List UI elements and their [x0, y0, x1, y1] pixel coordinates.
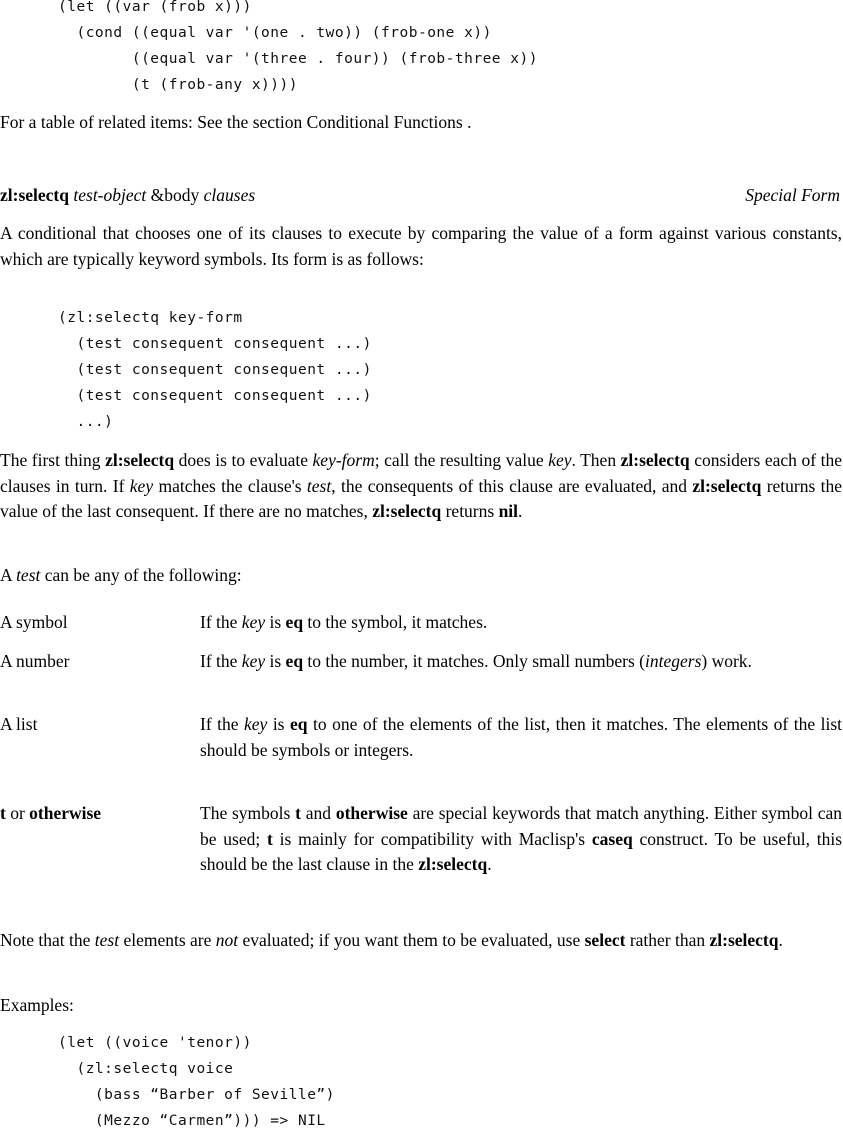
code-line: (let ((var (frob x))) — [58, 0, 252, 15]
code-line: (cond ((equal var '(one . two)) (frob-one x)) — [58, 25, 492, 41]
code-line: (test consequent consequent ...) — [58, 388, 372, 404]
conditional-functions-link[interactable]: Conditional Functions — [306, 112, 463, 132]
term-symbol: A symbol — [0, 612, 68, 632]
code-block-form — [58, 305, 372, 435]
desc-otherwise: The symbols t and otherwise are special keywords that match anything. Either symbol can be used; t is mainly for compatibility with Maclisp's caseq construct. To be useful, this should be the last clause in the zl:selectq. — [200, 803, 843, 875]
code-line: (test consequent consequent ...) — [58, 336, 372, 352]
definition-header: zl:selectq test-object &body clauses Special Form — [0, 185, 840, 205]
note-paragraph: Note that the test elements are not evaluated; if you want them to be evaluated, use select rather than zl:selectq. — [0, 930, 783, 950]
code-line: (zl:selectq voice — [58, 1061, 234, 1077]
code-line: (let ((voice 'tenor)) — [58, 1035, 252, 1051]
desc-number: If the key is eq to the number, it matches. Only small numbers (integers) work. — [200, 651, 752, 671]
code-line: ...) — [58, 414, 114, 430]
code-line: (bass “Barber of Seville”) — [58, 1087, 335, 1103]
code-block-example — [58, 1030, 335, 1134]
function-name: zl:selectq — [0, 185, 69, 205]
examples-label: Examples: — [0, 995, 74, 1015]
code-line: ((equal var '(three . four)) (frob-three x)) — [58, 51, 538, 67]
code-line: (t (frob-any x)))) — [58, 77, 298, 93]
code-block-cond — [58, 0, 538, 98]
intro-paragraph: A conditional that chooses one of its clauses to execute by comparing the value of a form against various constants, which are typically keyword symbols. Its form is as follows: — [0, 223, 842, 269]
term-number: A number — [0, 651, 70, 671]
related-items-text: For a table of related items: See the section Conditional Functions . — [0, 112, 472, 132]
evaluation-paragraph: The first thing zl:selectq does is to evaluate key-form; call the resulting value key. Then zl:selectq considers each of the clauses in turn. If key matches the clause's test, the consequents of this clause are evaluated, and zl:selectq returns the value of the last consequent. If there are no matches, zl:selectq returns nil. — [0, 450, 843, 522]
term-otherwise: t or otherwise — [0, 803, 102, 823]
code-line: (Mezzo “Carmen”))) => NIL — [58, 1113, 326, 1129]
desc-symbol: If the key is eq to the symbol, it matches. — [200, 612, 488, 632]
code-line: (test consequent consequent ...) — [58, 362, 372, 378]
test-intro: A test can be any of the following: — [0, 565, 242, 585]
desc-list: If the key is eq to one of the elements of the list, then it matches. The elements of the list should be symbols or integers. — [200, 714, 842, 760]
definition-kind: Special Form — [745, 185, 840, 205]
code-line: (zl:selectq key-form — [58, 310, 243, 326]
term-list: A list — [0, 714, 38, 734]
